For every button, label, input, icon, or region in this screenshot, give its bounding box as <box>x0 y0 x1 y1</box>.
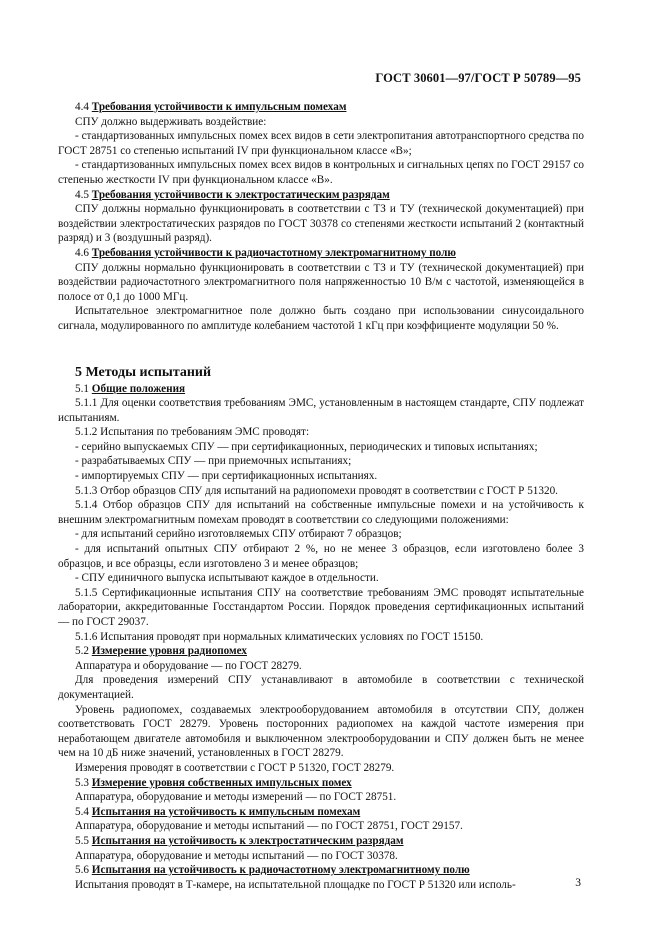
subsection-heading <box>58 644 584 659</box>
subsection-heading <box>58 805 584 820</box>
subsection-heading <box>58 776 584 791</box>
subsection-number: 4.6 <box>75 246 89 259</box>
subsection-heading <box>58 246 584 261</box>
paragraph: 5.1.4 Отбор образцов СПУ для испытаний на собственные импульсные помехи и на устойчивость к внешним электромагнитным помехам проводят в соответствии со следующими положениями: <box>58 499 584 526</box>
subsection-heading <box>58 100 584 115</box>
subsection-title: Испытания на устойчивость к электростатическим разрядам <box>91 834 404 847</box>
subsection-heading <box>58 863 584 878</box>
paragraph: - СПУ единичного выпуска испытывают каждое в отдельности. <box>75 572 379 585</box>
paragraph: - серийно выпускаемых СПУ — при сертификационных, периодических и типовых испытаниях; <box>75 440 538 453</box>
paragraph: 5.1.6 Испытания проводят при нормальных климатических условиях по ГОСТ 15150. <box>75 630 484 643</box>
paragraph: - для испытаний опытных СПУ отбирают 2 %, но не менее 3 образцов, если изготовлено более 3 образцов, и все образцы, если изготовлено 3 и менее образцов; <box>58 543 584 570</box>
paragraph: Уровень радиопомех, создаваемых электрооборудованием автомобиля в отсутствии СПУ, должен соответствовать ГОСТ 28279. Уровень посторонних радиопомех на каждой частоте измерения при неработающем двигателе автомобиля и выключенном электрооборудовании и СПУ должен быть не менее чем на 10 дБ ниже значений, установленных в ГОСТ 28279. <box>58 703 584 760</box>
paragraph: - стандартизованных импульсных помех всех видов в контрольных и сигнальных цепях по ГОСТ 29157 со степенью жесткости IV при функциональном классе «В». <box>58 159 584 186</box>
paragraph: Аппаратура и оборудование — по ГОСТ 28279. <box>75 659 302 672</box>
paragraph: - стандартизованных импульсных помех всех видов в сети электропитания автотранспортного средства по ГОСТ 28751 со степенью испытаний IV при функциональном классе «В»; <box>58 130 584 157</box>
subsection-number: 4.5 <box>75 188 89 201</box>
subsection-title: Требования устойчивости к импульсным помехам <box>91 101 347 113</box>
section-gap <box>58 334 584 364</box>
section-heading: 5 Методы испытаний <box>75 364 212 380</box>
subsection-number: 5.4 <box>75 805 89 818</box>
subsection-title: Измерение уровня собственных импульсных помех <box>91 776 352 789</box>
page-header: ГОСТ 30601—97/ГОСТ Р 50789—95 <box>375 71 581 85</box>
subsection-number: 5.6 <box>75 864 89 877</box>
paragraph: Аппаратура, оборудование и методы испытаний — по ГОСТ 28751, ГОСТ 29157. <box>75 820 463 833</box>
subsection-title: Испытания на устойчивость к импульсным помехам <box>91 805 361 818</box>
subsection-title: Требования устойчивости к электростатическим разрядам <box>91 188 390 201</box>
paragraph: 5.1.2 Испытания по требованиям ЭМС проводят: <box>75 426 310 439</box>
paragraph: - для испытаний серийно изготовляемых СПУ отбирают 7 образцов; <box>75 528 402 541</box>
subsection-title: Измерение уровня радиопомех <box>91 645 248 658</box>
paragraph: СПУ должны нормально функционировать в соответствии с ТЗ и ТУ (технической документацией) при воздействии радиочастотного электромагнитного поля напряженностью 10 В/м с частотой, изменяющейся в полосе от 0,1 до 1000 МГц. <box>58 261 584 303</box>
subsection-number: 5.1 <box>75 382 89 395</box>
subsection-heading <box>58 188 584 203</box>
paragraph: 5.1.1 Для оценки соответствия требованиям ЭМС, установленным в настоящем стандарте, СПУ подлежат испытаниям. <box>58 397 584 424</box>
subsection-heading <box>58 382 584 397</box>
paragraph: Испытания проводят в Т-камере, на испытательной площадке по ГОСТ Р 51320 или исполь- <box>75 878 516 891</box>
subsection-number: 4.4 <box>75 101 89 113</box>
paragraph: СПУ должно выдерживать воздействие: <box>75 115 267 128</box>
paragraph: - импортируемых СПУ — при сертификационных испытаниях. <box>75 470 378 483</box>
subsection-number: 5.2 <box>75 645 89 658</box>
paragraph: Измерения проводят в соответствии с ГОСТ Р 51320, ГОСТ 28279. <box>75 761 395 774</box>
paragraph: 5.1.5 Сертификационные испытания СПУ на соответствие требованиям ЭМС проводят испытательные лаборатории, аккредитованные Госстандартом России. Порядок проведения сертификационных испытаний — по ГОСТ 29037. <box>58 586 584 628</box>
subsection-heading <box>58 834 584 849</box>
document-body <box>58 100 584 892</box>
paragraph: 5.1.3 Отбор образцов СПУ для испытаний на радиопомехи проводят в соответствии с ГОСТ Р 51320. <box>75 484 558 497</box>
paragraph: Аппаратура, оборудование и методы измерений — по ГОСТ 28751. <box>75 791 397 804</box>
subsection-number: 5.5 <box>75 834 89 847</box>
subsection-title: Общие положения <box>91 382 186 395</box>
paragraph: Для проведения измерений СПУ устанавливают в автомобиле в соответствии с технической документацией. <box>58 674 584 701</box>
paragraph: Испытательное электромагнитное поле должно быть создано при использовании синусоидального сигнала, модулированного по амплитуде колебанием частотой 1 кГц при коэффициенте модуляции 50 %. <box>58 305 584 332</box>
paragraph: СПУ должны нормально функционировать в соответствии с ТЗ и ТУ (технической документацией) при воздействии электростатических разрядов по ГОСТ 30378 со степенями жесткости испытаний 2 (контактный разряд) и 3 (воздушный разряд). <box>58 203 584 245</box>
paragraph: Аппаратура, оборудование и методы испытаний — по ГОСТ 30378. <box>75 849 398 862</box>
subsection-title: Требования устойчивости к радиочастотному электромагнитному полю <box>91 246 456 259</box>
subsection-title: Испытания на устойчивость к радиочастотному электромагнитному полю <box>91 864 470 877</box>
paragraph: - разрабатываемых СПУ — при приемочных испытаниях; <box>75 455 352 468</box>
subsection-number: 5.3 <box>75 776 89 789</box>
page-number: 3 <box>575 877 581 889</box>
